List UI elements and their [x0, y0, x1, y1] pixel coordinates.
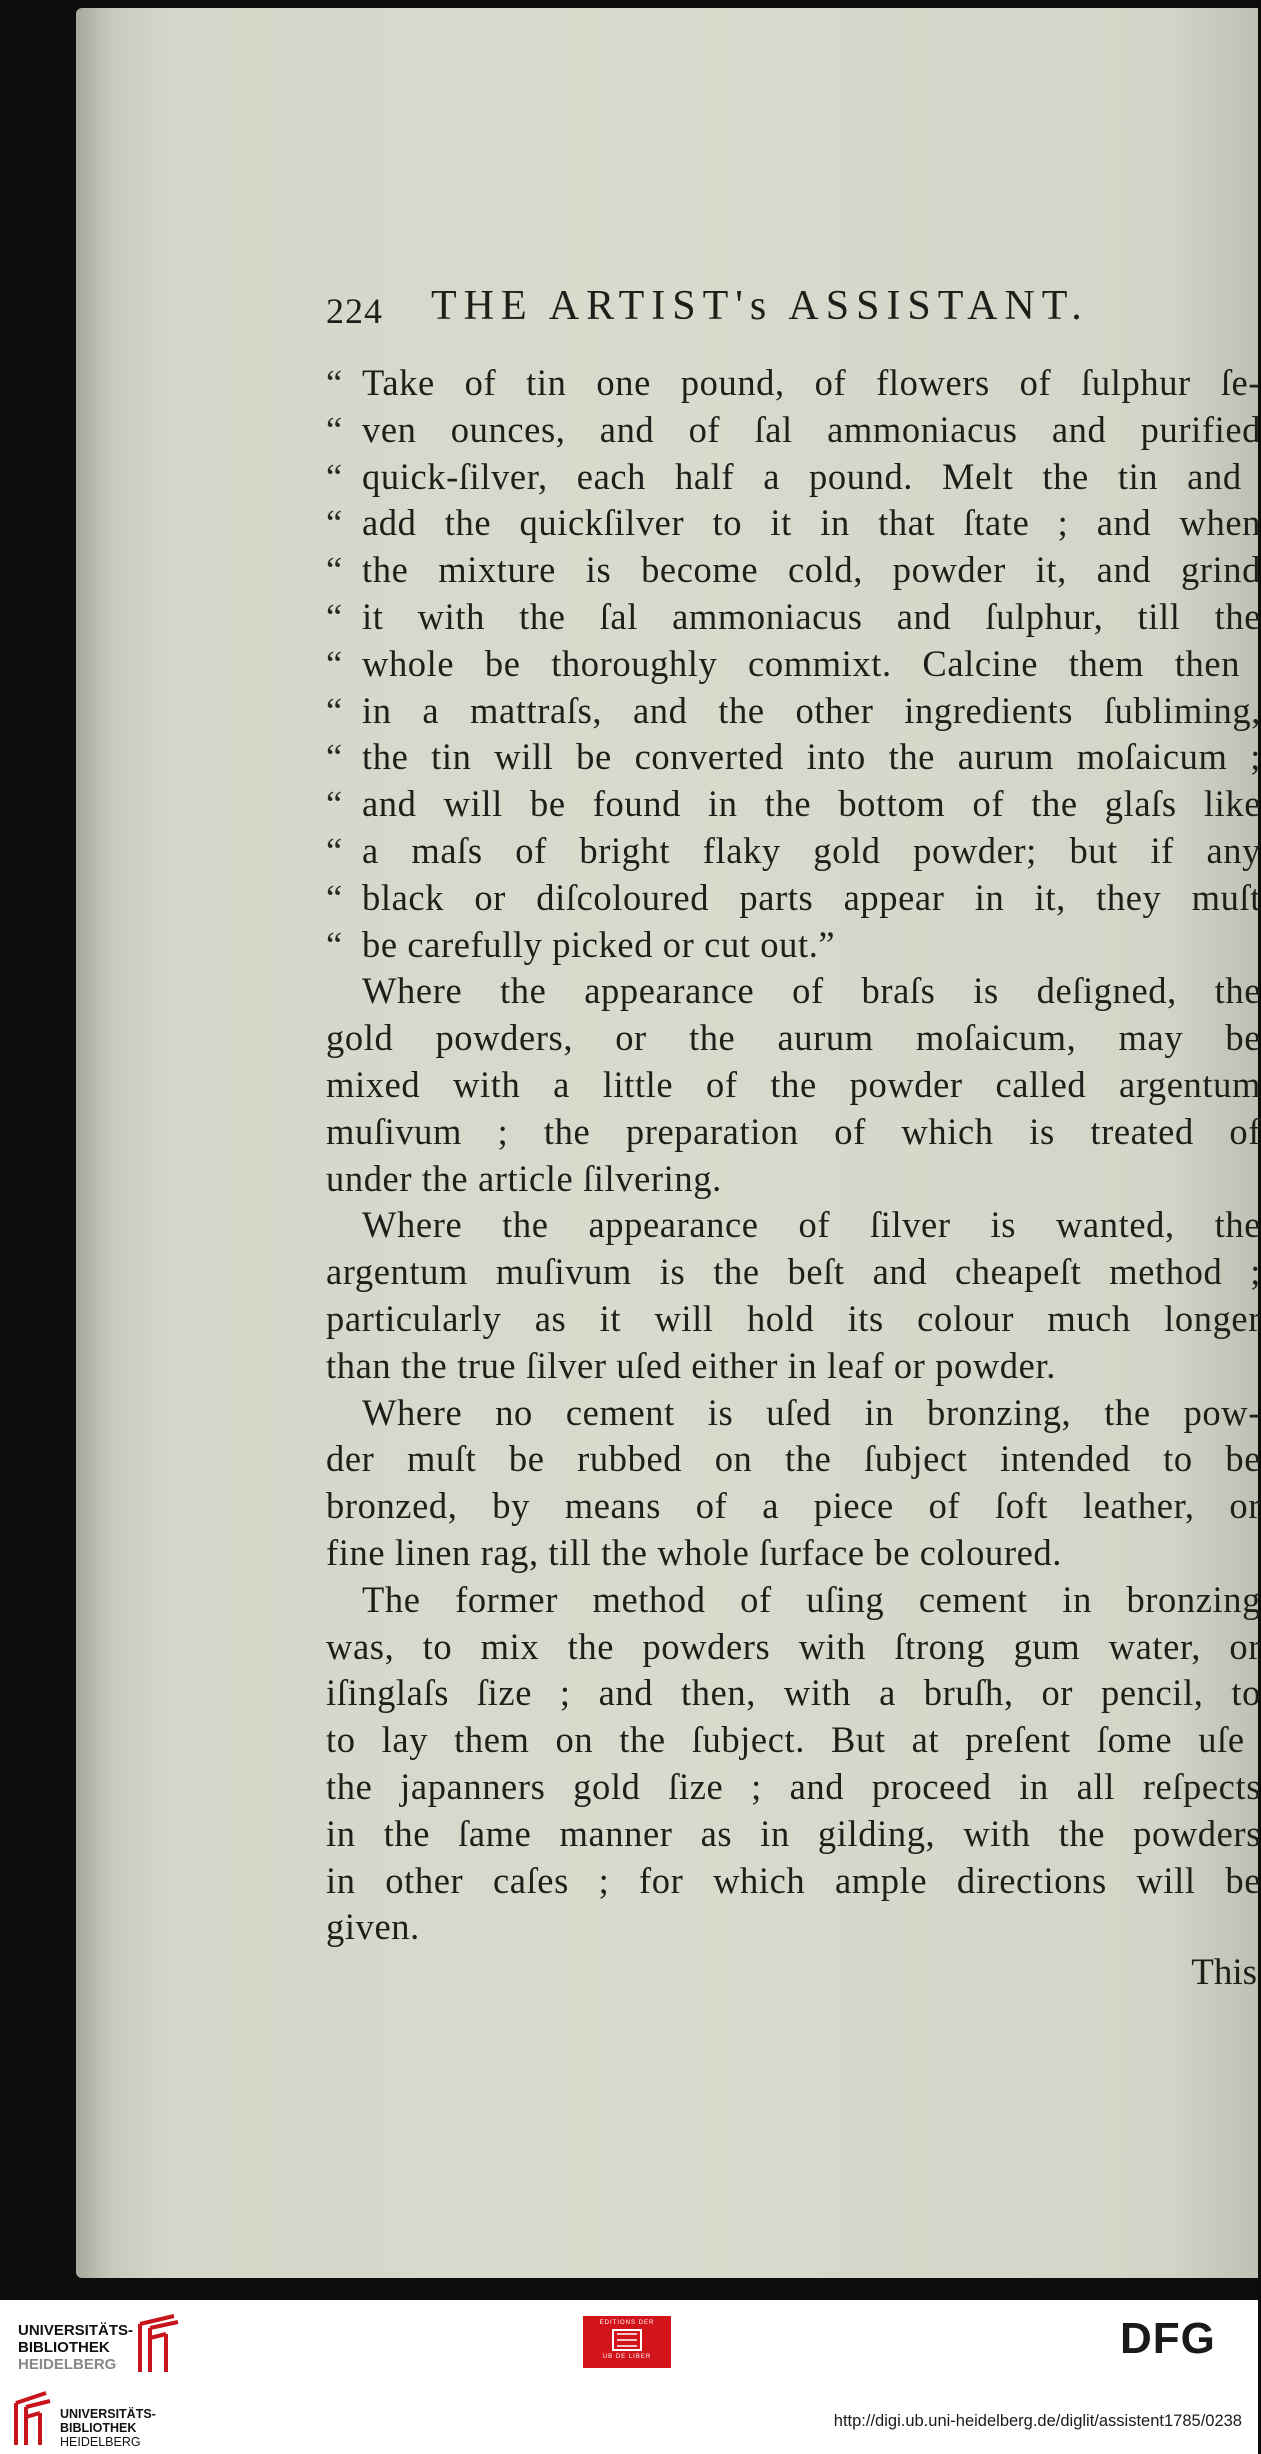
text-line — [326, 454, 1242, 500]
line-text: given. — [326, 1906, 420, 1948]
logo-line: UNIVERSITÄTS- — [18, 2322, 134, 2339]
quote-mark: “ — [326, 408, 343, 450]
line-text: The former method of uſing cement in bronzing — [362, 1578, 1261, 1620]
line-text: fine linen rag, till the whole ſurface be coloured. — [326, 1532, 1062, 1573]
quote-mark: “ — [326, 736, 343, 778]
quote-mark: “ — [326, 689, 343, 731]
logo-small-text — [60, 2407, 156, 2449]
running-head — [326, 278, 1261, 348]
text-line — [326, 1717, 1245, 1763]
text-line — [326, 1530, 1062, 1576]
badge-bottom-text: UB DE LIBER — [602, 2354, 652, 2360]
line-text: gold powders, or the aurum moſaicum, may be — [326, 1017, 1261, 1059]
running-title: THE ARTIST's ASSISTANT. — [431, 283, 1089, 329]
text-line — [326, 1156, 722, 1202]
book-page — [76, 8, 1261, 2278]
text-line — [326, 500, 1261, 546]
text-line — [326, 1296, 1261, 1342]
ub-pillar-icon — [12, 2389, 54, 2447]
logo-line: HEIDELBERG — [60, 2435, 141, 2449]
text-line — [362, 1202, 1261, 1248]
text-line — [326, 734, 1261, 780]
logo-line: UNIVERSITÄTS- — [60, 2407, 156, 2421]
ub-pillar-icon — [134, 2314, 184, 2374]
text-line — [326, 1062, 1261, 1108]
line-text: in other caſes ; for which ample directions will be — [326, 1859, 1261, 1901]
text-line — [326, 1109, 1261, 1155]
quote-mark: “ — [326, 362, 343, 403]
text-line — [326, 1015, 1261, 1061]
line-text: Where the appearance of ſilver is wanted, the — [362, 1204, 1261, 1246]
line-text: the mixture is become cold, powder it, and grind — [362, 549, 1261, 591]
text-line — [326, 594, 1261, 640]
dfg-logo[interactable]: DFG — [1120, 2314, 1216, 2363]
quote-mark: “ — [326, 549, 343, 591]
quote-mark: “ — [326, 783, 343, 825]
line-text: under the article ſilvering. — [326, 1157, 722, 1199]
logo-line: BIBLIOTHEK — [60, 2421, 137, 2435]
text-line — [326, 1436, 1261, 1482]
line-text: whole be thoroughly commixt. Calcine them then — [362, 642, 1241, 684]
text-line — [326, 1858, 1261, 1904]
line-text: mixed with a little of the powder called argentum — [326, 1064, 1261, 1105]
line-text: and will be found in the bottom of the glaſs like — [362, 783, 1261, 825]
text-line — [326, 1670, 1261, 1716]
text-line — [326, 875, 1261, 921]
line-text: black or diſcoloured parts appear in it, they muſt — [362, 876, 1261, 918]
text-line — [362, 1390, 1261, 1436]
editions-badge[interactable] — [583, 2316, 671, 2368]
logo-line: HEIDELBERG — [18, 2356, 117, 2373]
line-text: argentum muſivum is the beſt and cheapeſt method ; — [326, 1251, 1261, 1293]
text-line — [326, 641, 1240, 687]
catchword: This — [1191, 1952, 1257, 1994]
line-text: ven ounces, and of ſal ammoniacus and purified — [362, 408, 1261, 450]
quote-mark: “ — [326, 596, 343, 637]
quote-mark: “ — [326, 455, 343, 497]
badge-top-text: EDITIONS DER — [599, 2320, 655, 2326]
line-text: Take of tin one pound, of flowers of ſulphur ſe- — [362, 362, 1261, 403]
line-text: bronzed, by means of a piece of ſoft leather, or — [326, 1485, 1261, 1527]
text-line — [362, 1577, 1261, 1623]
badge-emblem-icon — [583, 2316, 671, 2368]
ub-heidelberg-logo-small[interactable] — [8, 2385, 183, 2447]
text-line — [326, 1764, 1261, 1810]
ub-heidelberg-logo[interactable] — [8, 2310, 183, 2372]
text-line — [326, 1249, 1261, 1295]
text-line — [326, 688, 1261, 734]
line-text: in the ſame manner as in gilding, with the powders — [326, 1812, 1261, 1854]
line-text: than the true ſilver uſed either in leaf or powder. — [326, 1344, 1056, 1386]
logo-line: BIBLIOTHEK — [18, 2339, 110, 2356]
line-text: be carefully picked or cut out.” — [362, 923, 836, 965]
page-number: 224 — [326, 291, 383, 331]
line-text: Where no cement is uſed in bronzing, the pow- — [362, 1391, 1261, 1433]
line-text: a maſs of bright flaky gold powder; but if any — [362, 830, 1261, 871]
text-line — [326, 922, 835, 968]
text-line — [326, 547, 1261, 593]
text-line — [326, 1904, 420, 1950]
text-line — [326, 407, 1261, 453]
text-line — [326, 1343, 1056, 1389]
text-line — [326, 360, 1261, 406]
text-line — [326, 781, 1261, 827]
text-line — [326, 1811, 1261, 1857]
digitization-footer — [0, 2300, 1258, 2454]
line-text: quick-ſilver, each half a pound. Melt the tin and — [362, 455, 1242, 497]
text-line — [326, 1624, 1261, 1670]
line-text: it with the ſal ammoniacus and ſulphur, till the — [362, 596, 1261, 637]
text-line — [326, 1483, 1261, 1529]
line-text: particularly as it will hold its colour much longer — [326, 1298, 1261, 1339]
line-text: muſivum ; the preparation of which is treated of — [326, 1110, 1261, 1152]
text-line — [326, 828, 1261, 874]
line-text: the tin will be converted into the aurum moſaicum ; — [362, 736, 1261, 778]
line-text: in a mattraſs, and the other ingredients ſubliming, — [362, 689, 1261, 731]
quote-mark: “ — [326, 876, 343, 918]
permalink-url[interactable]: http://digi.ub.uni-heidelberg.de/diglit/assistent1785/0238 — [833, 2412, 1242, 2430]
quote-mark: “ — [326, 923, 343, 965]
line-text: Where the appearance of braſs is deſigned, the — [362, 970, 1261, 1012]
line-text: to lay them on the ſubject. But at preſent ſome uſe — [326, 1719, 1245, 1761]
quote-mark: “ — [326, 830, 343, 871]
quote-mark: “ — [326, 502, 343, 544]
line-text: was, to mix the powders with ſtrong gum water, or — [326, 1625, 1261, 1667]
line-text: add the quickſilver to it in that ſtate ; and when — [362, 502, 1261, 544]
logo-text — [18, 2322, 134, 2373]
line-text: der muſt be rubbed on the ſubject intended to be — [326, 1438, 1261, 1480]
text-line — [362, 968, 1261, 1014]
line-text: iſinglaſs ſize ; and then, with a bruſh, or pencil, to — [326, 1672, 1261, 1714]
line-text: the japanners gold ſize ; and proceed in all reſpects — [326, 1766, 1261, 1807]
quote-mark: “ — [326, 642, 343, 684]
